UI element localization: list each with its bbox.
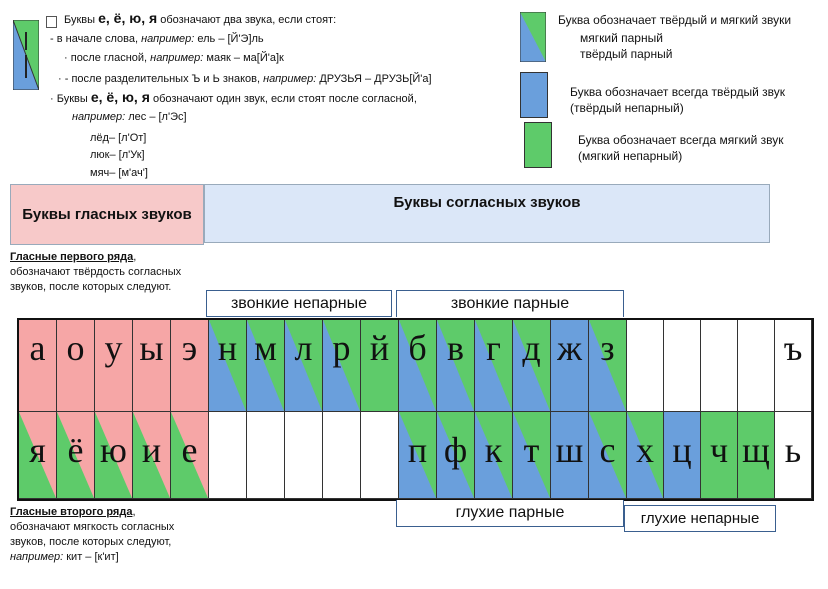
letter-text: г	[486, 328, 501, 368]
letter-cell	[323, 320, 361, 412]
letter-cell	[171, 320, 209, 412]
letter-cell	[589, 320, 627, 412]
letter-cell	[209, 412, 247, 499]
letter-cell	[361, 320, 399, 412]
letter-cell	[399, 320, 437, 412]
letter-cell	[664, 320, 701, 412]
letter-text: у	[104, 328, 123, 368]
letter-text: к	[484, 430, 503, 470]
letter-cell	[361, 412, 399, 499]
letter-cell	[551, 320, 589, 412]
intro-line-3: · после гласной, например: маяк – ма[Й'а]к	[64, 52, 284, 64]
group-voiced-paired: звонкие парные	[396, 290, 624, 317]
legend-soft-sub: (мягкий непарный)	[578, 149, 683, 163]
letter-cell	[247, 320, 285, 412]
letter-cell	[701, 412, 738, 499]
letter-cell	[701, 320, 738, 412]
legend-hard-swatch	[520, 72, 548, 118]
letter-text: ч	[709, 430, 729, 470]
group-voiceless-paired: глухие парные	[396, 500, 624, 527]
legend-hard-sub: (твёрдый непарный)	[570, 101, 684, 115]
letter-cell	[247, 412, 285, 499]
legend-paired-hard: твёрдый парный	[580, 47, 673, 61]
letter-text: м	[254, 328, 277, 368]
example-1: лёд– [л'От]	[90, 132, 147, 144]
letter-text: ё	[67, 430, 84, 470]
letter-cell	[627, 412, 664, 499]
intro-line-1: Буквы е, ё, ю, я обозначают два звука, если стоят:	[64, 10, 337, 26]
split-letter-icon	[13, 20, 39, 90]
letter-text: ш	[555, 430, 584, 470]
letter-cell	[19, 320, 57, 412]
letter-cell	[399, 412, 437, 499]
letters-table	[17, 318, 814, 501]
letter-cell	[775, 412, 812, 499]
letter-text: о	[66, 328, 85, 368]
letter-text: л	[294, 328, 313, 368]
letter-cell	[437, 412, 475, 499]
small-square-icon	[46, 16, 57, 28]
letter-cell	[738, 412, 775, 499]
letter-cell	[513, 412, 551, 499]
example-2: люк– [л'Ук]	[90, 149, 145, 161]
letter-text: з	[600, 328, 615, 368]
letter-text: ж	[557, 328, 582, 368]
vowels-header: Буквы гласных звуков	[10, 184, 204, 245]
letter-text: щ	[742, 430, 770, 470]
letter-text: р	[332, 328, 351, 368]
legend-hard-title: Буква обозначает всегда твёрдый звук	[570, 85, 785, 99]
letter-text: в	[447, 328, 464, 368]
legend-soft-swatch	[524, 122, 552, 168]
letter-text: ъ	[783, 328, 803, 368]
letter-cell	[475, 412, 513, 499]
letter-cell	[209, 320, 247, 412]
letter-cell	[738, 320, 775, 412]
letter-text: п	[407, 430, 428, 470]
letter-cell	[171, 412, 209, 499]
letter-text: й	[369, 328, 390, 368]
letter-text: д	[522, 328, 541, 368]
legend-paired-swatch	[520, 12, 546, 62]
letter-cell	[133, 320, 171, 412]
letter-cell	[57, 412, 95, 499]
consonants-header: Буквы согласных звуков	[204, 184, 770, 243]
letter-text: и	[141, 430, 162, 470]
letter-text: ф	[443, 430, 468, 470]
group-voiceless-unpaired: глухие непарные	[624, 505, 776, 532]
first-row-note: Гласные первого ряда, обозначают твёрдость согласных звуков, после которых следуют.	[10, 251, 182, 293]
letter-text: я	[29, 430, 46, 470]
letter-cell	[285, 412, 323, 499]
letter-cell	[775, 320, 812, 412]
letter-cell	[95, 412, 133, 499]
group-voiced-unpaired: звонкие непарные	[206, 290, 392, 317]
letter-text: э	[181, 328, 198, 368]
letter-text: н	[217, 328, 238, 368]
letter-cell	[323, 412, 361, 499]
letter-cell	[133, 412, 171, 499]
letter-cell	[664, 412, 701, 499]
letter-text: х	[636, 430, 654, 470]
example-3: мяч– [м'ач']	[90, 167, 148, 179]
letter-text: т	[523, 430, 540, 470]
letter-text: ц	[672, 430, 692, 470]
legend-paired-title: Буква обозначает твёрдый и мягкий звуки	[558, 13, 792, 27]
intro-line-4: · - после разделительных Ъ и Ь знаков, например: ДРУЗЬЯ – ДРУЗЬ[Й'а]	[58, 73, 432, 85]
letter-cell	[57, 320, 95, 412]
intro-line-6: например: лес – [л'Эс]	[72, 111, 187, 123]
letter-cell	[19, 412, 57, 499]
letter-cell	[551, 412, 589, 499]
letter-cell	[285, 320, 323, 412]
letter-cell	[627, 320, 664, 412]
intro-line-2: - в начале слова, например: ель – [Й'Э]ль	[50, 33, 264, 45]
legend-paired-soft: мягкий парный	[580, 31, 663, 45]
letter-cell	[475, 320, 513, 412]
letter-text: ю	[100, 430, 127, 470]
letter-text: ь	[784, 430, 802, 470]
second-row-note: Гласные второго ряда, обозначают мягкость согласных звуков, после которых следуют, например: кит – [к'ит]	[10, 506, 175, 563]
letter-text: ы	[139, 328, 164, 368]
intro-line-5: · Буквы е, ё, ю, я обозначают один звук, если стоят после согласной,	[50, 89, 417, 105]
letter-text: е	[181, 430, 198, 470]
letter-text: с	[599, 430, 616, 470]
letter-text: а	[29, 328, 46, 368]
letter-cell	[437, 320, 475, 412]
letter-text: б	[408, 328, 427, 368]
legend-soft-title: Буква обозначает всегда мягкий звук	[578, 133, 784, 147]
letter-cell	[95, 320, 133, 412]
letter-cell	[513, 320, 551, 412]
letter-cell	[589, 412, 627, 499]
